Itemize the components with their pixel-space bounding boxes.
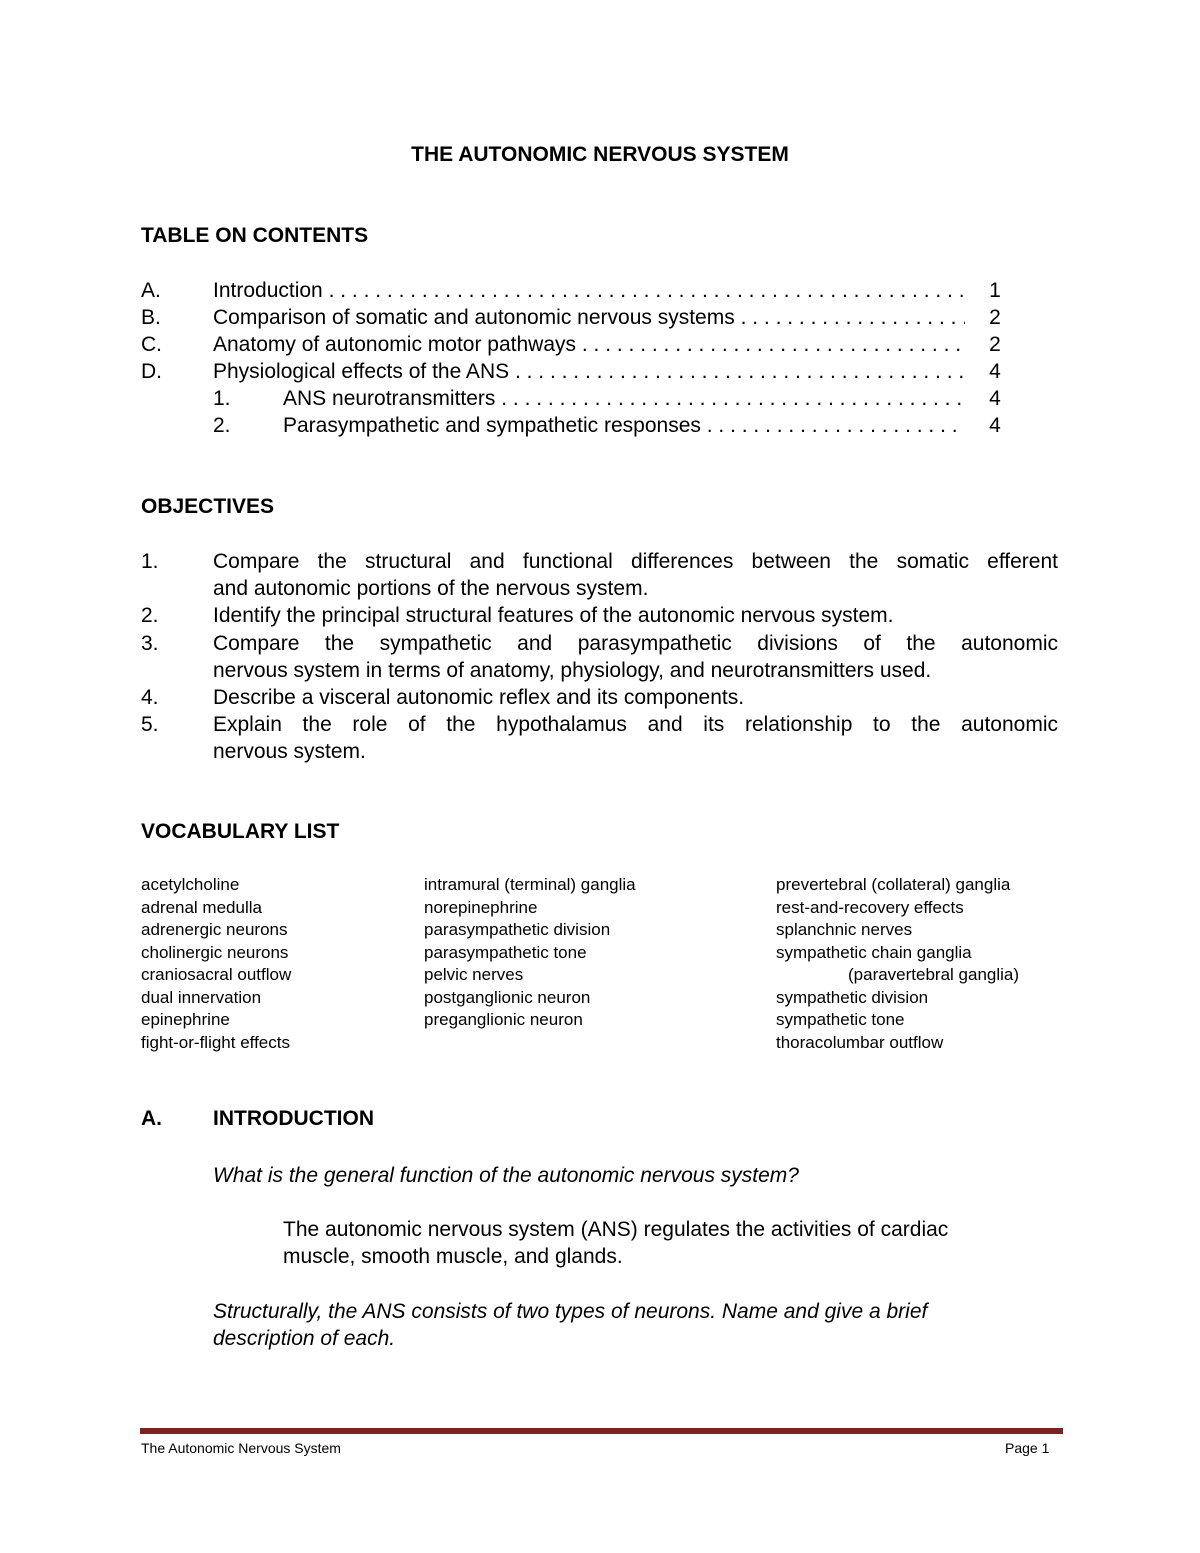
toc-subitem-number: 2. — [213, 414, 231, 437]
answer-line: muscle, smooth muscle, and glands. — [283, 1245, 623, 1268]
section-heading: INTRODUCTION — [213, 1107, 374, 1130]
vocab-term: preganglionic neuron — [424, 1010, 583, 1029]
question-line: Structurally, the ANS consists of two types of neurons. Name and give a brief — [213, 1300, 928, 1323]
objective-line: Identify the principal structural features of the autonomic nervous system. — [213, 604, 894, 627]
toc-item[interactable] — [0, 304, 1200, 331]
footer-title: The Autonomic Nervous System — [141, 1440, 341, 1456]
toc-subitem[interactable] — [0, 412, 1200, 439]
toc-subitem-text: Parasympathetic and sympathetic responses . . . — [283, 412, 965, 439]
page-title: THE AUTONOMIC NERVOUS SYSTEM — [411, 143, 789, 166]
objectives-heading: OBJECTIVES — [141, 495, 275, 518]
question-line: description of each. — [213, 1327, 396, 1350]
vocabulary-heading: VOCABULARY LIST — [141, 820, 340, 843]
vocab-term: postganglionic neuron — [424, 987, 591, 1007]
objective-line: Compare the sympathetic and parasympathetic divisions of the autonomic — [213, 632, 1058, 655]
toc-heading: TABLE ON CONTENTS — [141, 224, 369, 247]
vocab-term: adrenergic neurons — [141, 920, 288, 939]
objective-number: 2. — [141, 604, 159, 627]
toc-item-page: 2 — [989, 333, 1001, 356]
objective-line: Explain the role of the hypothalamus and its relationship to the autonomic — [213, 713, 1058, 736]
vocab-term: cholinergic neurons — [141, 942, 289, 962]
toc-subitem-page: 4 — [989, 387, 1001, 410]
toc-subitem[interactable] — [0, 385, 1200, 412]
vocab-term: thoracolumbar outflow — [776, 1032, 944, 1052]
vocabulary-column-3 — [776, 874, 1019, 1054]
vocab-term: acetylcholine — [141, 875, 240, 894]
toc-item-page: 2 — [989, 306, 1001, 329]
vocab-term: sympathetic chain ganglia — [776, 942, 972, 962]
toc-subitem-text: ANS neurotransmitters . . . — [283, 385, 965, 412]
objective-line: Compare the structural and functional differences between the somatic efferent — [213, 550, 1058, 573]
vocab-term: parasympathetic division — [424, 920, 611, 939]
toc-subitem-number: 1. — [213, 387, 231, 410]
vocab-term: fight-or-flight effects — [141, 1032, 290, 1052]
toc-item-page: 1 — [989, 279, 1001, 302]
toc-item-text: Physiological effects of the ANS . . . — [213, 358, 965, 385]
objective-line: nervous system in terms of anatomy, physiology, and neurotransmitters used. — [213, 659, 932, 682]
section-letter: A. — [141, 1107, 162, 1130]
vocab-term: adrenal medulla — [141, 897, 262, 917]
answer-line: The autonomic nervous system (ANS) regulates the activities of cardiac — [283, 1218, 949, 1241]
objective-line: nervous system. — [213, 740, 366, 763]
toc-item[interactable] — [0, 358, 1200, 385]
vocab-term: (paravertebral ganglia) — [848, 965, 1020, 984]
objective-line: and autonomic portions of the nervous system. — [213, 577, 649, 600]
toc-item-letter: D. — [141, 360, 162, 383]
vocab-term: rest-and-recovery effects — [776, 897, 964, 917]
toc-item-text: Anatomy of autonomic motor pathways . . . — [213, 331, 965, 358]
vocab-term: norepinephrine — [424, 897, 538, 917]
toc-item[interactable] — [0, 277, 1200, 304]
vocab-term: sympathetic division — [776, 987, 929, 1007]
vocabulary-column-2 — [424, 874, 636, 1032]
vocab-term: epinephrine — [141, 1010, 230, 1029]
vocab-term: parasympathetic tone — [424, 942, 587, 962]
toc-item-letter: A. — [141, 279, 161, 302]
toc-item-page: 4 — [989, 360, 1001, 383]
footer-page-number: Page 1 — [1005, 1440, 1050, 1456]
vocab-term: intramural (terminal) ganglia — [424, 875, 636, 894]
vocab-term: craniosacral outflow — [141, 965, 292, 984]
vocabulary-column-1 — [141, 874, 291, 1054]
toc-item-text: Introduction . . . — [213, 277, 965, 304]
objective-number: 1. — [141, 550, 159, 573]
footer-rule — [140, 1428, 1063, 1434]
objective-number: 3. — [141, 632, 159, 655]
toc-subitem-page: 4 — [989, 414, 1001, 437]
objective-number: 5. — [141, 713, 159, 736]
vocab-term: pelvic nerves — [424, 965, 524, 984]
toc-item[interactable] — [0, 331, 1200, 358]
toc-item-text: Comparison of somatic and autonomic nervous systems . . . — [213, 304, 965, 331]
vocab-term: splanchnic nerves — [776, 920, 913, 939]
question-text: What is the general function of the autonomic nervous system? — [213, 1164, 799, 1187]
objective-line: Describe a visceral autonomic reflex and its components. — [213, 686, 745, 709]
toc-item-letter: C. — [141, 333, 162, 356]
vocab-term: dual innervation — [141, 987, 262, 1007]
objective-number: 4. — [141, 686, 159, 709]
toc-item-letter: B. — [141, 306, 161, 329]
vocab-term: prevertebral (collateral) ganglia — [776, 875, 1011, 894]
vocab-term: sympathetic tone — [776, 1010, 905, 1029]
